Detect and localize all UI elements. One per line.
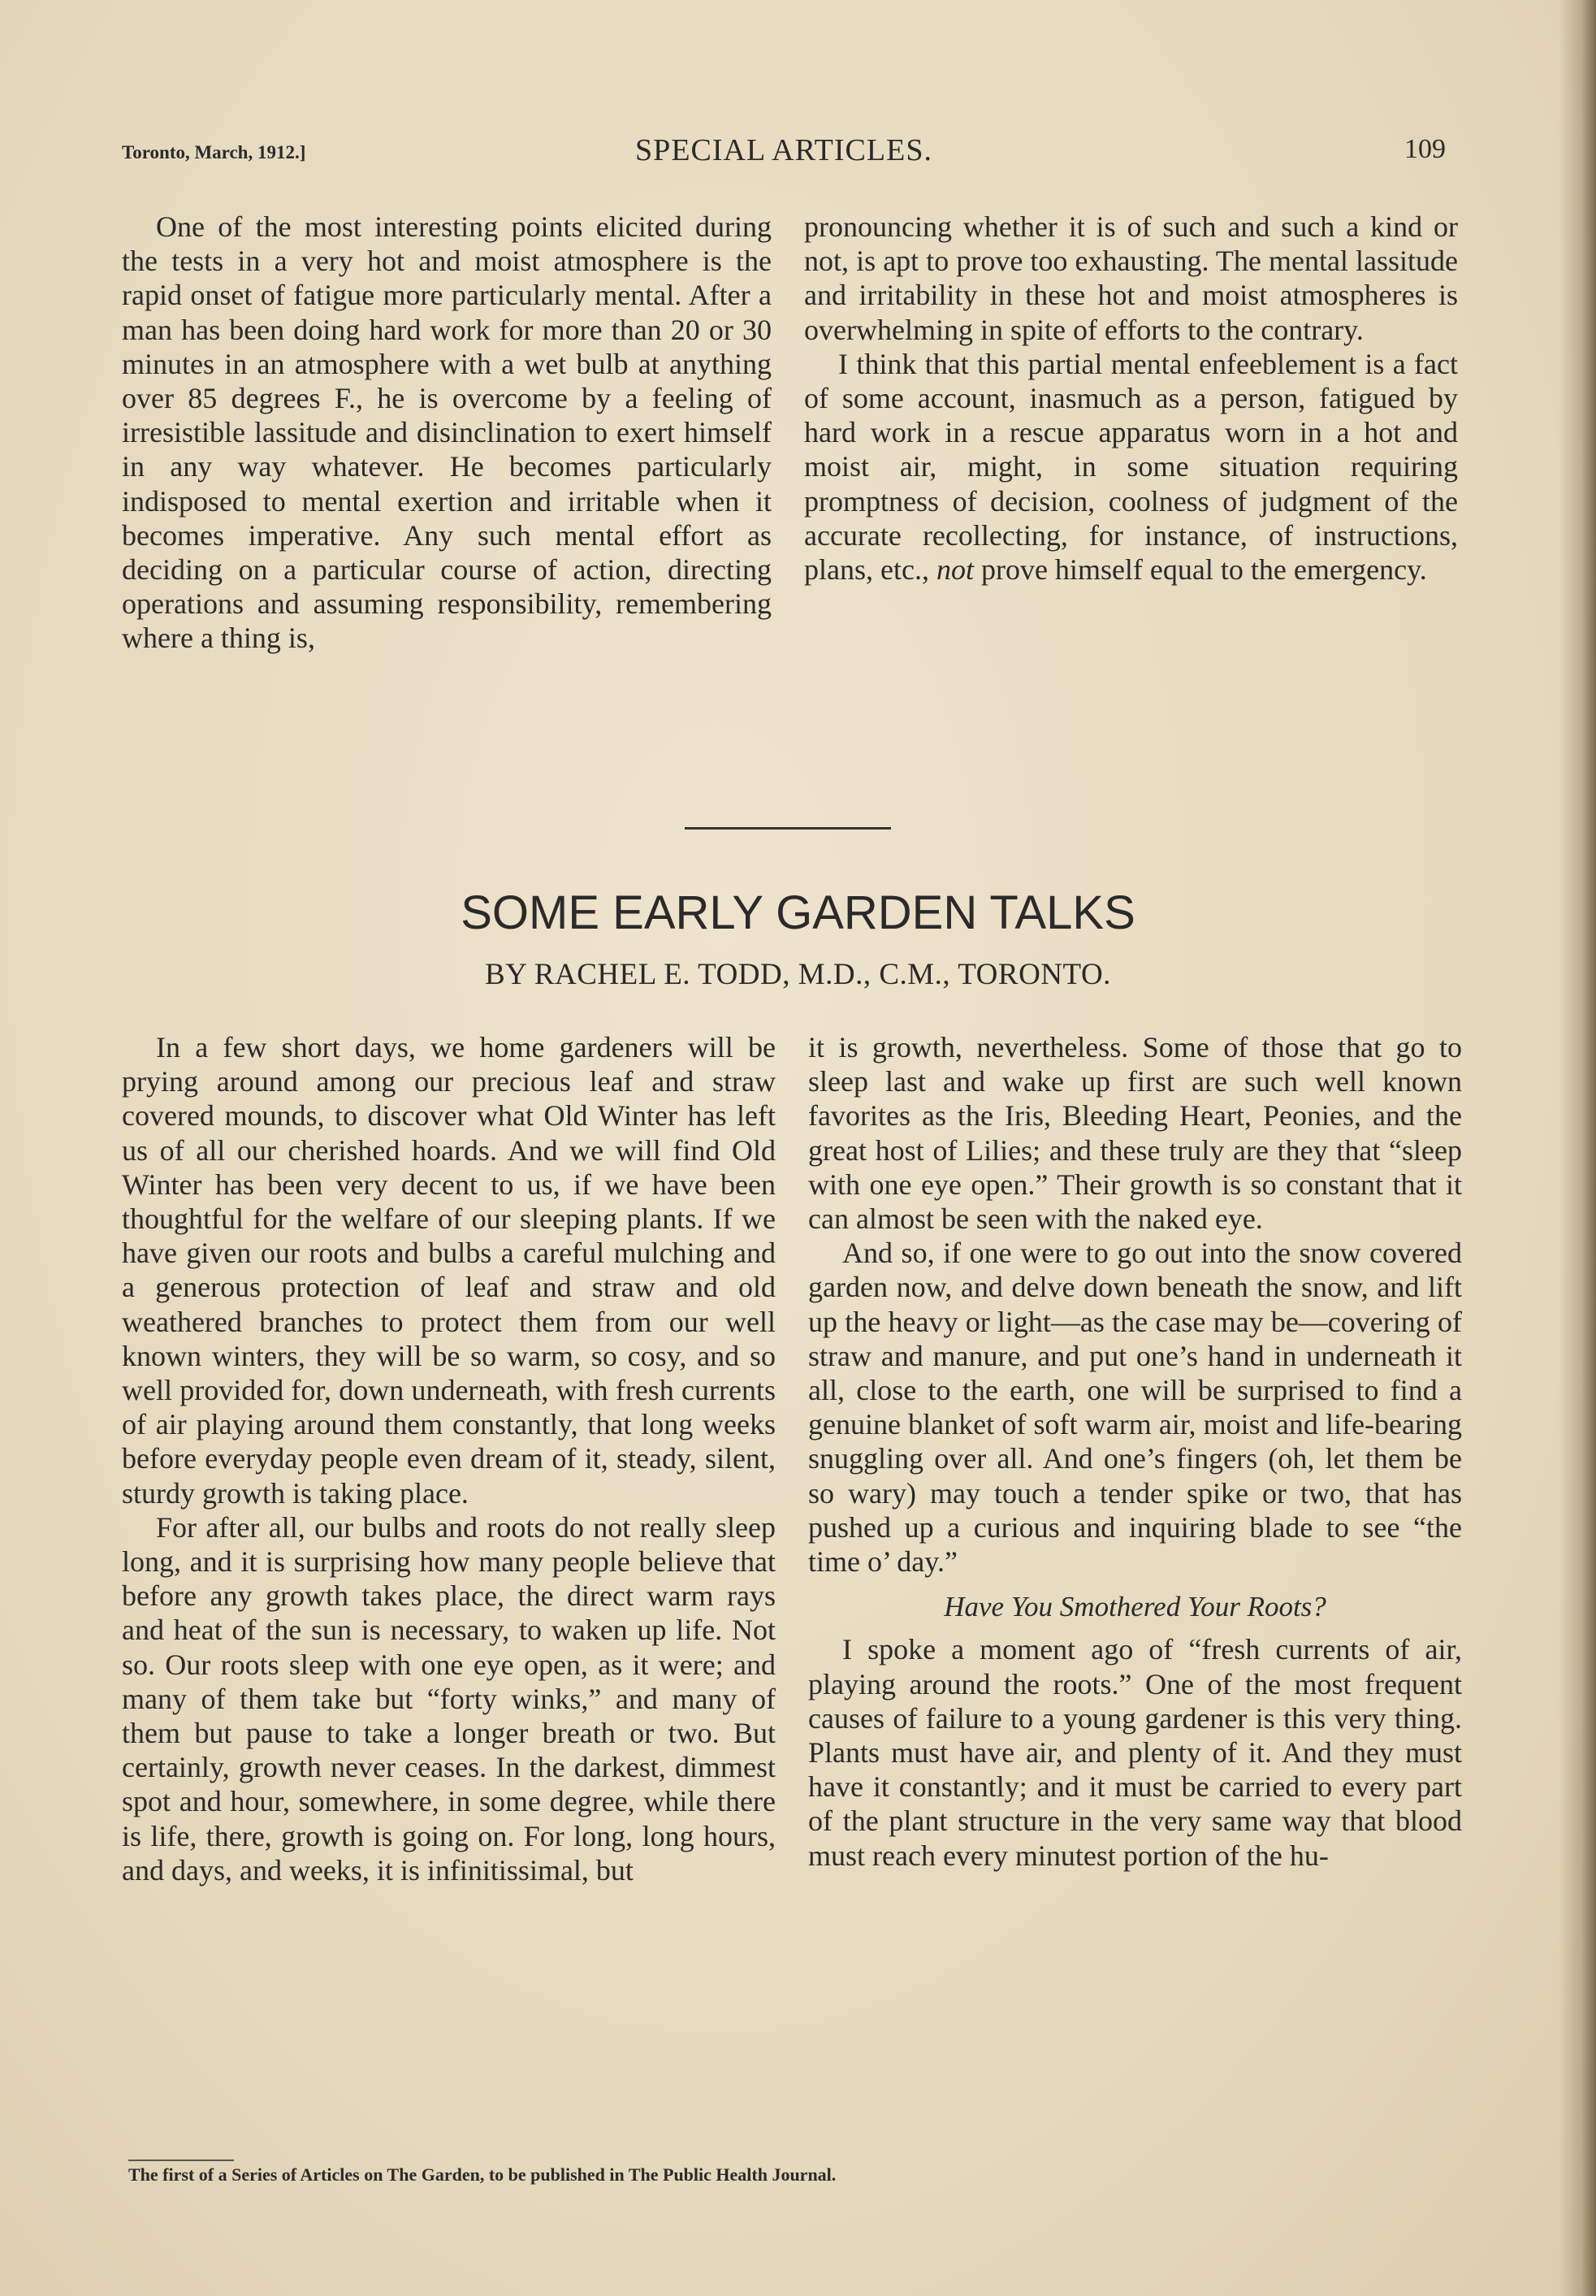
paragraph	[804, 347, 1458, 587]
running-head	[122, 132, 1446, 173]
emphasis: not	[936, 553, 974, 587]
article-byline: BY RACHEL E. TODD, M.D., C.M., TORONTO.	[485, 958, 1111, 991]
text-run: I think that this partial mental enfeeblement is a fact of some account, inasmuch as a person, fatigued by hard work in a rescue apparatus worn in a hot and moist air, might, in some situation requiring promptness of decision, coolness of judgment of the accurate recollecting, for instance, of instructions, plans, etc.,	[804, 347, 1458, 587]
article-right-column	[808, 1030, 1462, 1873]
paragraph: And so, if one were to go out into the snow covered garden now, and delve down beneath the snow, and lift up the heavy or light—as the case may be—covering of straw and manure, and put one’s hand in underneath it all, close to the earth, one will be surprised to find a genuine blanket of soft warm air, moist and life-bearing snuggling over all. And one’s fingers (oh, let them be so wary) may touch a tender spike or two, that has pushed up a curious and inquiring blade to see “the time o’ day.”	[808, 1237, 1462, 1579]
paragraph: In a few short days, we home gardeners will be prying around among our precious leaf and straw covered mounds, to discover what Old Winter has left us of all our cherished hoards. And we will find Old Winter has been very decent to us, if we have been thoughtful for the welfare of our sleeping plants. If we have given our roots and bulbs a careful mulching and a generous protection of leaf and straw and old weathered branches to protect them from our well known winters, they will be so warm, so cosy, and so well provided for, down underneath, with fresh currents of air playing around them constantly, that long weeks before everyday people even dream of it, steady, silent, sturdy growth is taking place.	[122, 1031, 776, 1510]
section-divider	[685, 827, 891, 830]
text-run: prove himself equal to the emergency.	[973, 553, 1427, 587]
paragraph: For after all, our bulbs and roots do not really sleep long, and it is surprising how many people believe that before any growth takes place, the direct warm rays and heat of the sun is necessary, to waken up life. Not so. Our roots sleep with one eye open, as it were; and many of them take but “forty winks,” and many of them but pause to take a longer breath or two. But certainly, growth never ceases. In the darkest, dimmest spot and hour, somewhere, in some degree, while there is life, there, growth is going on. For long, long hours, and days, and weeks, it is infinitissimal, but	[122, 1510, 776, 1887]
header-date: Toronto, March, 1912.]	[122, 142, 306, 162]
subheading: Have You Smothered Your Roots?	[944, 1591, 1326, 1623]
paragraph: pronouncing whether it is of such and such a kind or not, is apt to prove too exhausting. The mental lassitude and irritability in these hot and moist atmospheres is overwhelming in spite of efforts to the contrary.	[804, 210, 1458, 346]
paragraph: I spoke a moment ago of “fresh currents of air, playing around the roots.” One of the most frequent causes of failure to a young gardener is this very thing. Plants must have air, and plenty of it. And they must have it constantly; and it must be carried to every part of the plant structure in the very same way that blood must reach every minutest portion of the hu-	[808, 1633, 1462, 1872]
previous-article-left-column	[122, 210, 772, 656]
previous-article-right-column	[804, 210, 1458, 587]
article-left-column	[122, 1030, 776, 1887]
section-title: SPECIAL ARTICLES.	[635, 133, 932, 167]
paragraph: it is growth, nevertheless. Some of those that go to sleep last and wake up first are such well known favorites as the Iris, Bleeding Heart, Peonies, and the great host of Lilies; and these truly are they that “sleep with one eye open.” Their growth is so constant that it can almost be seen with the naked eye.	[808, 1031, 1462, 1236]
paragraph: One of the most interesting points elicited during the tests in a very hot and moist atmosphere is the rapid onset of fatigue more particularly mental. After a man has been doing hard work for more than 20 or 30 minutes in an atmosphere with a wet bulb at anything over 85 degrees F., he is overcome by a feeling of irresistible lassitude and disinclination to exert himself in any way whatever. He becomes particularly indisposed to mental exertion and irritable when it becomes imperative. Any such mental effort as deciding on a particular course of action, directing operations and assuming responsibility, remembering where a thing is,	[122, 210, 772, 655]
page-number: 109	[1404, 134, 1446, 164]
footnote: The first of a Series of Articles on The Garden, to be published in The Public Health Journal.	[128, 2164, 837, 2185]
article-title: SOME EARLY GARDEN TALKS	[461, 886, 1135, 939]
footnote-divider	[128, 2160, 234, 2161]
